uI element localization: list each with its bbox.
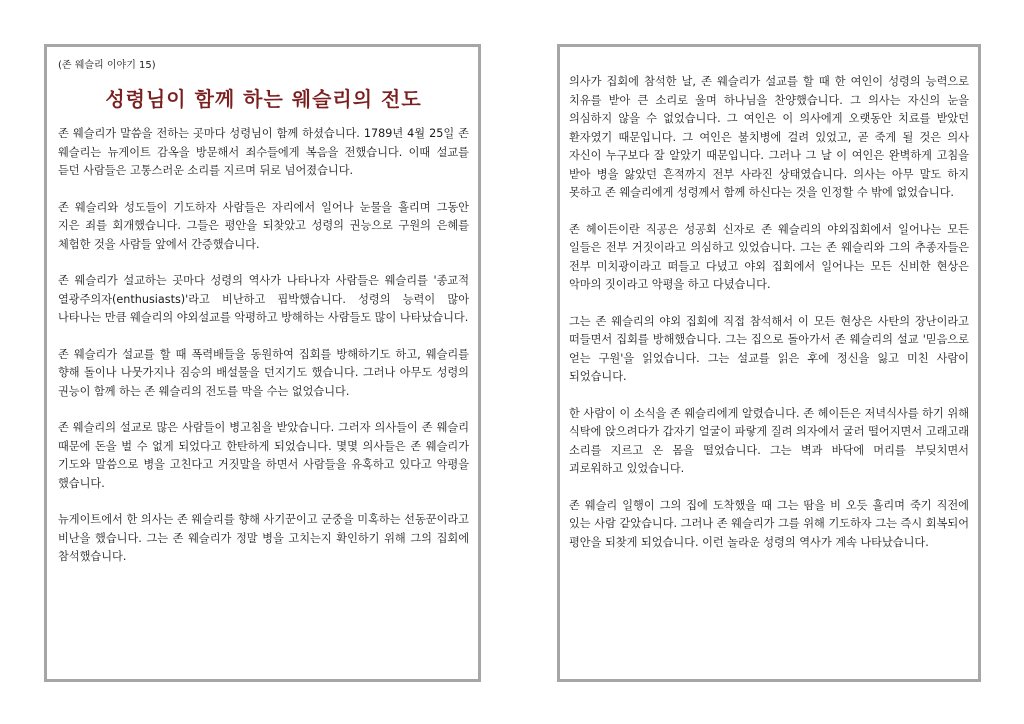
paragraph: 뉴게이트에서 한 의사는 존 웨슬리를 향해 사기꾼이고 군중을 미혹하는 선동꾼이라고 비난을 했습니다. 그는 존 웨슬리가 정말 병을 고치는지 확인하기 위해 그의 집회에 참석했습니다. [58,513,469,563]
paragraph: 존 웨슬리가 설교하는 곳마다 성령의 역사가 나타나자 사람들은 웨슬리를 '종교적 열광주의자(enthusiasts)'라고 비난하고 핍박했습니다. 성령의 능력이 많아 나타나는 만큼 웨슬리의 야외설교를 악평하고 방해하는 사람들도 많이 나타났습니다. [58,274,469,324]
paragraph: 존 웨슬리가 말씀을 전하는 곳마다 성령님이 함께 하셨습니다. 1789년 4월 25일 존 웨슬리는 뉴게이트 감옥을 방문해서 죄수들에게 복음을 전했습니다. 이때 설교를 듣던 사람들은 고통스러운 소리를 지르며 뒤로 넘어졌습니다. [58,127,469,177]
left-page [44,44,481,682]
paragraph: 존 헤이든이란 직공은 성공회 신자로 존 웨슬리의 야외집회에서 일어나는 모든 일들은 전부 거짓이라고 의심하고 있었습니다. 그는 존 웨슬리와 그의 추종자들은 전부 미치광이라고 떠들고 다녔고 야외 집회에서 일어나는 모든 신비한 현상은 악마의 짓이라고 악평을 하고 다녔습니다. [569,222,969,291]
paragraph: 한 사람이 이 소식을 존 웨슬리에게 알렸습니다. 존 헤이든은 저녁식사를 하기 위해 식탁에 앉으려다가 갑자기 얼굴이 파랗게 질려 의자에서 굴러 떨어지면서 고래고래 소리를 지르고 온 몸을 떨었습니다. 그는 벽과 바닥에 머리를 부딪치면서 괴로워하고 있었습니다. [569,406,969,475]
right-page [557,44,981,682]
series-label: (존 웨슬리 이야기 15) [58,60,156,71]
page-title: 성령님이 함께 하는 웨슬리의 전도 [105,87,422,111]
paragraph: 존 웨슬리 일행이 그의 집에 도착했을 때 그는 땀을 비 오듯 흘리며 죽기 직전에 있는 사람 같았습니다. 그러나 존 웨슬리가 그를 위해 기도하자 그는 즉시 회복되어 평안을 되찾게 되었습니다. 이런 놀라운 성령의 역사가 계속 나타났습니다. [569,498,969,549]
paragraph: 존 웨슬리가 설교를 할 때 폭력배들을 동원하여 집회를 방해하기도 하고, 웨슬리를 향해 돌이나 나뭇가지나 짐승의 배설물을 던지기도 했습니다. 그러나 아무도 성령의 권능이 함께 하는 존 웨슬리의 전도를 막을 수는 없었습니다. [58,347,469,398]
paragraph: 존 웨슬리의 설교로 많은 사람들이 병고침을 받았습니다. 그러자 의사들이 존 웨슬리 때문에 돈을 벌 수 없게 되었다고 한탄하게 되었습니다. 몇몇 의사들은 존 웨슬리가 기도와 말씀으로 병을 고친다고 거짓말을 하면서 사람들을 유혹하고 있다고 악평을 했습니다. [58,421,469,490]
paragraph: 존 웨슬리와 성도들이 기도하자 사람들은 자리에서 일어나 눈물을 흘리며 그동안 지은 죄를 회개했습니다. 그들은 평안을 되찾았고 성령의 권능으로 구원의 은혜를 체험한 것을 사람들 앞에서 간증했습니다. [58,200,469,251]
paragraph: 그는 존 웨슬리의 야외 집회에 직접 참석해서 이 모든 현상은 사탄의 장난이라고 떠들면서 집회를 방해했습니다. 그는 집으로 돌아가서 존 웨슬리의 설교 '믿음으로 얻는 구원'을 읽었습니다. 그는 설교를 읽은 후에 정신을 잃고 미친 사람이 되었습니다. [569,314,969,383]
paragraph: 의사가 집회에 참석한 날, 존 웨슬리가 설교를 할 때 한 여인이 성령의 능력으로 치유를 받아 큰 소리로 울며 하나님을 찬양했습니다. 그 의사는 자신의 눈을 의심하지 않을 수 없었습니다. 그 여인은 이 의사에게 오랫동안 치료를 받았던 환자였기 때문입니다. 그 여인은 불치병에 걸려 있었고, 곧 죽게 될 것은 의사 자신이 누구보다 잘 알았기 때문입니다. 그러나 그 날 이 여인은 완벽하게 고침을 받아 병을 앓았던 흔적까지 전부 사라진 상태였습니다. 의사는 아무 말도 하지 못하고 존 웨슬리에게 성령께서 함께 하신다는 것을 인정할 수 밖에 없었습니다. [569,75,969,199]
